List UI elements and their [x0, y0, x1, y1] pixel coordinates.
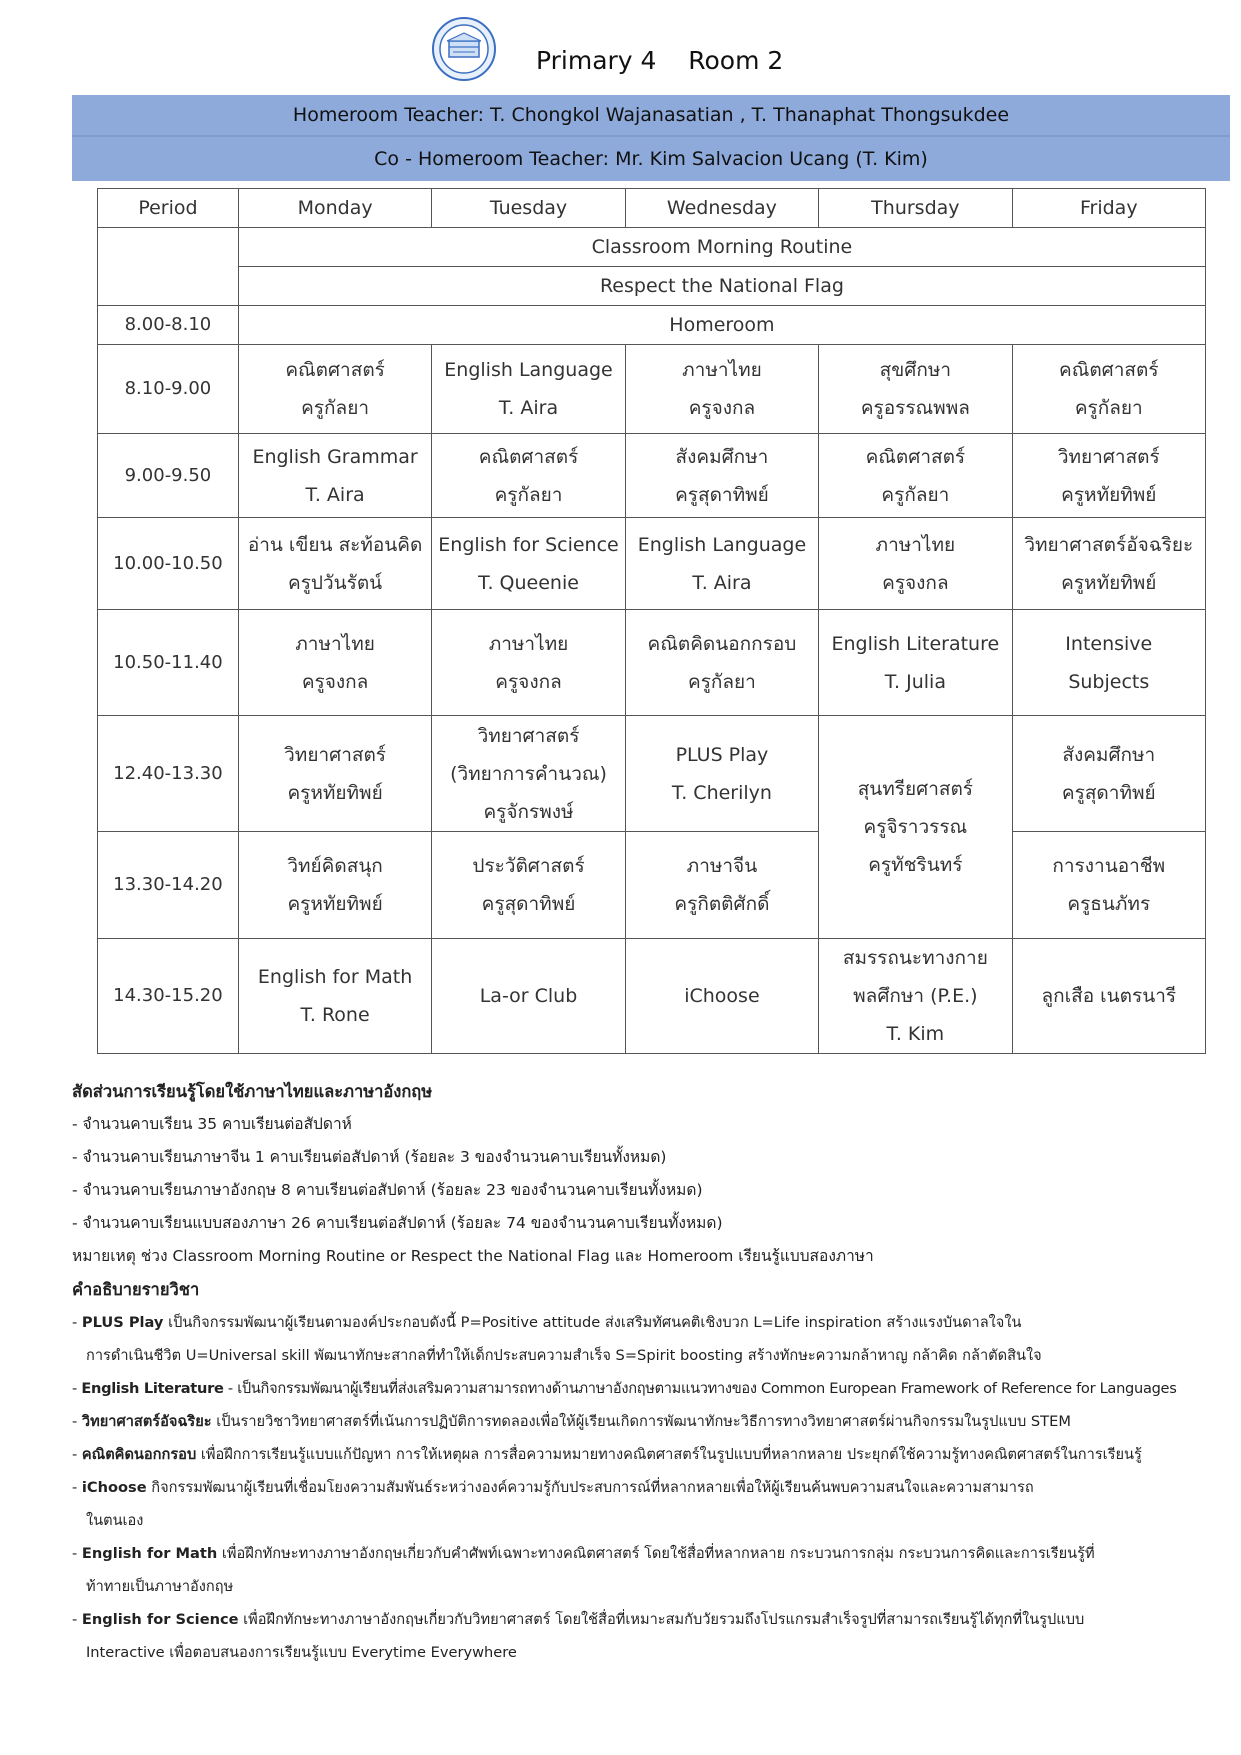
period-cell: 10.50-11.40 [98, 610, 239, 716]
page-title: Primary 4 Room 2 [536, 46, 784, 75]
class-cell: คณิตศาสตร์ ครูกัลยา [1012, 345, 1205, 434]
class-cell: คณิตคิดนอกกรอบ ครูกัลยา [625, 610, 818, 716]
class-cell: คณิตศาสตร์ ครูกัลยา [432, 434, 625, 518]
col-friday: Friday [1012, 189, 1205, 228]
description-continuation: การดำเนินชีวิต U=Universal skill พัฒนาทักษะสากลที่ทำให้เด็กประสบความสำเร็จ S=Spirit boosting สร้างทักษะความกล้าหาญ กล้าคิด กล้าตัดสินใจ [86, 1347, 1042, 1364]
class-cell: อ่าน เขียน สะท้อนคิด ครูปวันรัตน์ [238, 518, 431, 610]
homeroom-teacher-band: Homeroom Teacher: T. Chongkol Wajanasatian , T. Thanaphat Thongsukdee [72, 95, 1230, 137]
period-cell: 12.40-13.30 [98, 716, 239, 832]
class-cell: English Language T. Aira [625, 518, 818, 610]
routine-cell: Classroom Morning Routine [238, 228, 1205, 267]
class-cell: ภาษาไทย ครูจงกล [238, 610, 431, 716]
homeroom-cell: Homeroom [238, 306, 1205, 345]
class-cell: วิทยาศาสตร์ ครูหทัยทิพย์ [1012, 434, 1205, 518]
description-continuation: ในตนเอง [86, 1512, 144, 1529]
class-cell: วิทย์คิดสนุก ครูหทัยทิพย์ [238, 832, 431, 939]
class-cell: ภาษาไทย ครูจงกล [432, 610, 625, 716]
table-row [98, 832, 1206, 939]
col-period: Period [98, 189, 239, 228]
remark-line: หมายเหตุ ช่วง Classroom Morning Routine or Respect the National Flag และ Homeroom เรียนรู้แบบสองภาษา [72, 1247, 874, 1265]
description-item: - คณิตคิดนอกกรอบ เพื่อฝึกการเรียนรู้แบบแก้ปัญหา การให้เหตุผล การสื่อความหมายทางคณิตศาสตร์ในรูปแบบที่หลากหลาย ประยุกต์ใช้ความรู้ทางคณิตศาสตร์ในการเรียนรู้ [72, 1446, 1142, 1463]
notes-section [72, 1075, 1232, 1669]
class-cell: ภาษาไทย ครูจงกล [625, 345, 818, 434]
class-cell: iChoose [625, 939, 818, 1054]
class-cell: English Grammar T. Aira [238, 434, 431, 518]
class-cell: คณิตศาสตร์ ครูกัลยา [238, 345, 431, 434]
description-heading: คำอธิบายรายวิชา [72, 1280, 200, 1299]
class-cell: Intensive Subjects [1012, 610, 1205, 716]
class-cell: สุขศึกษา ครูอรรณพพล [819, 345, 1012, 434]
description-item: - English Literature - เป็นกิจกรรมพัฒนาผู้เรียนที่ส่งเสริมความสามารถทางด้านภาษาอังกฤษตามแนวทางของ Common European Framework of Reference for Languages [72, 1380, 1177, 1397]
table-row [98, 518, 1206, 610]
class-cell: วิทยาศาสตร์ (วิทยาการคำนวณ) ครูจักรพงษ์ [432, 716, 625, 832]
co-homeroom-teacher-band: Co - Homeroom Teacher: Mr. Kim Salvacion Ucang (T. Kim) [72, 137, 1230, 181]
description-item: - English for Science เพื่อฝึกทักษะทางภาษาอังกฤษเกี่ยวกับวิทยาศาสตร์ โดยใช้สื่อที่เหมาะสมกับวัยรวมถึงโปรแกรมสำเร็จรูปที่สามารถเรียนรู้ได้ทุกที่ในรูปแบบ [72, 1611, 1085, 1628]
ratio-heading: สัดส่วนการเรียนรู้โดยใช้ภาษาไทยและภาษาอังกฤษ [72, 1082, 433, 1101]
class-cell: English for Science T. Queenie [432, 518, 625, 610]
table-row [98, 306, 1206, 345]
class-cell: English for Math T. Rone [238, 939, 431, 1054]
description-item: - English for Math เพื่อฝึกทักษะทางภาษาอังกฤษเกี่ยวกับคำศัพท์เฉพาะทางคณิตศาสตร์ โดยใช้สื่อที่หลากหลาย กระบวนการกลุ่ม กระบวนการคิดและการเรียนรู้ที่ [72, 1545, 1095, 1562]
class-cell: PLUS Play T. Cherilyn [625, 716, 818, 832]
table-row [98, 716, 1206, 832]
table-row [98, 345, 1206, 434]
table-row [98, 610, 1206, 716]
class-cell: สุนทรียศาสตร์ ครูจิราวรรณ ครูทัชรินทร์ [819, 716, 1012, 939]
class-cell: ภาษาจีน ครูกิตติศักดิ์ [625, 832, 818, 939]
school-logo [431, 16, 497, 82]
class-cell: วิทยาศาสตร์อัจฉริยะ ครูหทัยทิพย์ [1012, 518, 1205, 610]
class-cell: วิทยาศาสตร์ ครูหทัยทิพย์ [238, 716, 431, 832]
period-cell: 10.00-10.50 [98, 518, 239, 610]
table-row [98, 228, 1206, 267]
col-thursday: Thursday [819, 189, 1012, 228]
description-item: - PLUS Play เป็นกิจกรรมพัฒนาผู้เรียนตามองค์ประกอบดังนี้ P=Positive attitude ส่งเสริมทัศนคติเชิงบวก L=Life inspiration สร้างแรงบันดาลใจใน [72, 1314, 1022, 1331]
class-cell: ประวัติศาสตร์ ครูสุดาทิพย์ [432, 832, 625, 939]
description-continuation: Interactive เพื่อตอบสนองการเรียนรู้แบบ Everytime Everywhere [86, 1644, 517, 1661]
table-row [98, 434, 1206, 518]
period-cell [98, 228, 239, 306]
col-tuesday: Tuesday [432, 189, 625, 228]
ratio-item: - จำนวนคาบเรียน 35 คาบเรียนต่อสัปดาห์ [72, 1115, 352, 1133]
flag-cell: Respect the National Flag [238, 267, 1205, 306]
period-cell: 14.30-15.20 [98, 939, 239, 1054]
ratio-item: - จำนวนคาบเรียนแบบสองภาษา 26 คาบเรียนต่อสัปดาห์ (ร้อยละ 74 ของจำนวนคาบเรียนทั้งหมด) [72, 1214, 723, 1232]
timetable [97, 188, 1206, 1054]
description-continuation: ท้าทายเป็นภาษาอังกฤษ [86, 1578, 234, 1595]
class-cell: English Literature T. Julia [819, 610, 1012, 716]
period-cell: 8.10-9.00 [98, 345, 239, 434]
period-cell: 13.30-14.20 [98, 832, 239, 939]
class-cell: English Language T. Aira [432, 345, 625, 434]
class-cell: คณิตศาสตร์ ครูกัลยา [819, 434, 1012, 518]
period-cell: 8.00-8.10 [98, 306, 239, 345]
table-row [98, 267, 1206, 306]
class-cell: ภาษาไทย ครูจงกล [819, 518, 1012, 610]
description-item: - iChoose กิจกรรมพัฒนาผู้เรียนที่เชื่อมโยงความสัมพันธ์ระหว่างองค์ความรู้กับประสบการณ์ที่หลากหลายเพื่อให้ผู้เรียนค้นพบความสนใจและความสามารถ [72, 1479, 1034, 1496]
class-cell: สังคมศึกษา ครูสุดาทิพย์ [625, 434, 818, 518]
class-cell: La-or Club [432, 939, 625, 1054]
header-row [98, 189, 1206, 228]
ratio-item: - จำนวนคาบเรียนภาษาอังกฤษ 8 คาบเรียนต่อสัปดาห์ (ร้อยละ 23 ของจำนวนคาบเรียนทั้งหมด) [72, 1181, 703, 1199]
class-cell: สมรรถนะทางกาย พลศึกษา (P.E.) T. Kim [819, 939, 1012, 1054]
class-cell: สังคมศึกษา ครูสุดาทิพย์ [1012, 716, 1205, 832]
ratio-item: - จำนวนคาบเรียนภาษาจีน 1 คาบเรียนต่อสัปดาห์ (ร้อยละ 3 ของจำนวนคาบเรียนทั้งหมด) [72, 1148, 667, 1166]
table-row [98, 939, 1206, 1054]
col-wednesday: Wednesday [625, 189, 818, 228]
period-cell: 9.00-9.50 [98, 434, 239, 518]
col-monday: Monday [238, 189, 431, 228]
class-cell: ลูกเสือ เนตรนารี [1012, 939, 1205, 1054]
class-cell: การงานอาชีพ ครูธนภัทร [1012, 832, 1205, 939]
description-item: - วิทยาศาสตร์อัจฉริยะ เป็นรายวิชาวิทยาศาสตร์ที่เน้นการปฏิบัติการทดลองเพื่อให้ผู้เรียนเกิดการพัฒนาทักษะวิธีการทางวิทยาศาสตร์ผ่านกิจกรรมในรูปแบบ STEM [72, 1413, 1071, 1430]
